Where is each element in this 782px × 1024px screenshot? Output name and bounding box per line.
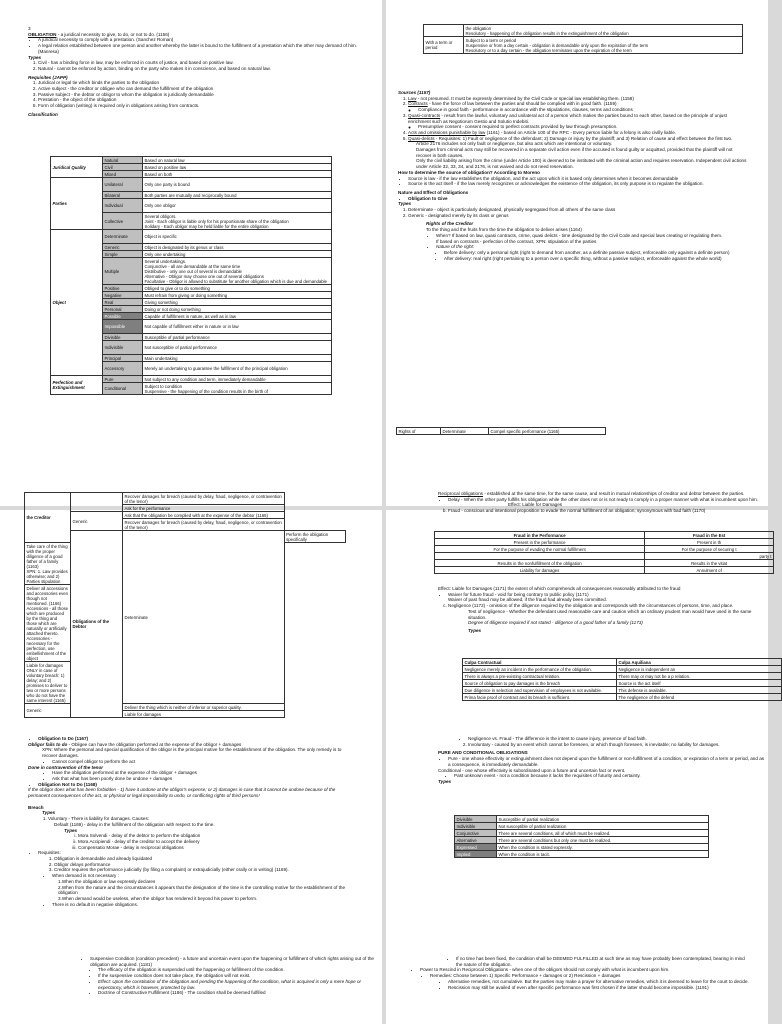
table-cell: Generic [71, 512, 123, 531]
waiver-text: • Waiver for future fraud - void for being contrary to public policy (1171) [448, 592, 766, 598]
table-row [51, 157, 332, 164]
table-row [435, 539, 774, 546]
table-row [25, 493, 346, 505]
test-negligence: Test of negligence - Whether the defendant used reasonable care and caution which an ordinary prudent man would have used in the same situation. [468, 608, 752, 620]
table-cell: Ask for the performance [123, 505, 285, 512]
requisite-item: 1. Juridical or legal tie which binds the parties to the obligation [38, 80, 358, 86]
table-row [455, 816, 709, 823]
table-row [455, 830, 709, 837]
table-cell: For the purpose of securing t [645, 546, 774, 553]
default-type-item: ii. Mora Accipiendi - delay of the creditor to accept the delivery [78, 839, 358, 845]
table-cell: The negligence of the defend [617, 694, 782, 701]
give-type-item: 1. Determinate - object is particularly designated, physically segregated from all others of the same class [408, 207, 748, 213]
not-necessary-item: 1.When the obligation or law expressly declares [58, 878, 156, 884]
table-cell: Due diligence in selection and supervision of employees is not available. [463, 687, 617, 694]
table-row [397, 428, 606, 435]
table-cell: Not subject to any condition and term, immediately demandable [143, 376, 332, 383]
obligation-bullet: • A legal relation established between one person and another whereby the latter is bound to the fulfillment of a prestation which the other may demand of him. (Manresa) [38, 43, 358, 54]
table-cell: Object is specific [143, 230, 332, 244]
waiver-sub: Waiver of past fraud may be allowed, if the fraud had already been committed. [448, 597, 607, 603]
row-group-label: Parties [51, 178, 103, 230]
table-cell: Giving something [143, 299, 332, 306]
table-cell: There are several conditions, all of which must be realized. [497, 830, 709, 837]
table-cell: Several obligors. Joint - Each obligor is liable only for his proportionate share of the obligation Solidary - Each obligor may be held liable for the entire obligation [143, 213, 332, 230]
table-cell: Indivisible [455, 823, 497, 830]
suspensive-subitem: • Doctrine of Constructive Fulfillment (1186) - The condition shall be deemed fulfilled [98, 990, 380, 996]
table-cell: Natural [103, 157, 143, 164]
table-cell: the obligation Resolutory - happening of the obligation results in the extinguishment of the obligation [464, 25, 743, 37]
source-term: Acts and omissions punishable by law [408, 129, 486, 135]
suspensive-subitem: • The efficacy of the obligation is suspended until the happening or fulfillment of the condition. [98, 967, 380, 973]
right-item: • After delivery: real right (right pertaining to a person over a specific thing, without a passive subject, enforceable against the whole world) [444, 256, 748, 262]
requisite-item: 3. Passive subject - the debtor or obligor to whom the obligation is juridically demandable [38, 92, 358, 98]
source-text: (1161) - based on Article 100 of the RPC - Every person liable for a felony is also civilly liable. [485, 129, 677, 135]
obligation-to-do: • Obligation to Do (1167) [38, 736, 358, 742]
right-item: • Before delivery: only a personal right (right to demand from another, as a definite passive subject, enforceable only against a definite person) [444, 250, 748, 256]
types-label: Types [438, 778, 452, 784]
breach-label: Breach [28, 804, 44, 810]
table-cell: Liable for damages ONLY in case of voluntary breach: 1) delay; and 2) promises to deliver to two or more persons who do not have the same interest (1165) [25, 662, 71, 704]
table-cell: Real [103, 299, 143, 306]
type-item: 1. Civil - has a binding force in law, may be enforced in courts of justice, and based on positive law. [38, 60, 358, 66]
obligation-definition: - a juridical necessity to give, to do, or not to do. (1156) [56, 31, 170, 37]
table-cell: Personal [103, 306, 143, 313]
table-cell: Individual [103, 199, 143, 213]
table-cell: Alternative [455, 837, 497, 844]
suspensive-subitem: • If the suspensive condition does not take place, the obligation will not exist. [98, 973, 380, 979]
table-cell: When the condition is stated expressly. [497, 844, 709, 851]
source-term: Law [408, 95, 417, 101]
table-row [51, 178, 332, 192]
page-bottom-right [386, 491, 772, 1024]
negligence-section [438, 586, 766, 634]
obligation-bullet: • A juridical necessity to comply with a prestation. (Sanchez Roman) [38, 37, 358, 43]
source-term: Quasi-contracts [408, 112, 441, 118]
table-row [435, 532, 774, 539]
table-cell: Deliver all accessions and accessories even though not mentioned. (1166) Accessions - all those which are produced by the thing and those which are naturally or artificially attached thereto. Accessories - necessary for the perfection, use embellishment of the object [25, 585, 71, 662]
table-cell: Recover damages for breach (caused by delay, fraud, negligence, or contravention of the tenor) [123, 493, 285, 505]
table-cell: Subject to condition Suspensive - the happening of the condition results in the birth of [143, 383, 332, 395]
table-cell: Collective [103, 213, 143, 230]
remedies-subitem: • Alternative remedies, not cumulative. But the parties may make a prayer for alternative remedies, which it is deemed to leave for the court to decide. [448, 979, 752, 985]
table-cell [435, 553, 645, 560]
table-cell: Simple [103, 251, 143, 258]
voluntary-text: Voluntary - There is liability for damages. Causes: [48, 816, 150, 822]
page-bottom-left [0, 493, 382, 1024]
table-cell: Impossible [103, 320, 143, 334]
table-cell: Pure [103, 376, 143, 383]
table-row [25, 531, 346, 543]
table-cell: Present in th [645, 539, 774, 546]
quasi-delict-note: Damages from criminal acts may still be recovered in a separate civil action even if the accused is found guilty or acquitted, provided that the plaintiff will not recover in both causes. [416, 147, 733, 158]
table-cell: Fraud in the Est [645, 532, 774, 539]
table-cell: Determinate [123, 531, 285, 704]
default-types-label: Types [64, 827, 78, 833]
rights-intro: To the thing and the fruits from the time the obligation to deliver arises (1164) [426, 227, 582, 233]
table-row [463, 673, 782, 680]
contravention-item: • Have the obligation performed at the expense of the obligor + damages [52, 770, 358, 776]
fails-label: Obligor fails to do [28, 741, 68, 747]
table-cell: Multiple [103, 258, 143, 285]
requisite-item: 2. Obligor delays performance [54, 862, 358, 868]
remedies-subitem: • Rescission may still be availed of even after specific performance was first chosen if the latter should become impossible. (1191) [448, 985, 752, 991]
nature-label: Nature and Effect of Obligations [398, 189, 469, 195]
pure-text: • Pure - one whose effectivity or extinguishment does not depend upon the fulfillment or non-fulfillment of a condition, or expiration of a term or period, and as a consequence, is immediately demandable. [448, 756, 766, 767]
rescind-item: • Power to Rescind in Reciprocal Obligations - when one of the obligors should not comply with what is incumbent upon him. [420, 967, 752, 973]
table-cell: Generic [103, 244, 143, 251]
table-cell: Conditional [103, 383, 143, 395]
row-group-label: Obligations of the Debtor [71, 531, 123, 718]
involuntary-text: 2. Involuntary - caused by an event which cannot be foreseen, or which though foreseen, is inevitable; no liability for damages. [468, 742, 766, 748]
rescission-section [402, 956, 752, 990]
table-cell: Positive [103, 285, 143, 292]
pure-conditional-heading: PURE AND CONDITIONAL OBLIGATIONS [438, 750, 528, 756]
table-cell: Several undertakings. Conjunctive - all are demandable at the same time Distributive - only one out of several is demandable Alternative - Obligor may choose one out of several obligations Facultative - Obligor is allowed to substitute for another obligation which is due and demandable [143, 258, 332, 285]
table-cell: Source of obligation to pay damages is the breach [463, 680, 617, 687]
table-cell: Only one undertaking [143, 251, 332, 258]
table-cell: Only one party is bound [143, 178, 332, 192]
not-to-do-text: If the obligor does what has been forbidden - 1) have it undone at the obligor's expense; or 2) damages in case that it cannot be undone because of the permanent consequences of the act, or physical or legal impossibility to undo, or conflicting rights of third persons! [28, 787, 336, 799]
table-cell: Must refrain from giving or doing something [143, 292, 332, 299]
give-type-item: 2. Generic - designated merely by its class or genus [408, 213, 748, 219]
table-cell: Based on natural law [143, 157, 332, 164]
term-table [423, 24, 743, 54]
table-cell: Based on both [143, 171, 332, 178]
table-row [435, 560, 774, 567]
page-top-left [0, 0, 382, 506]
xpn-text: XPN: Where the personal and special qualification of the obligor is the principal motive for the establishment of the obligation. The only remedy is to recover damages. [42, 747, 342, 759]
determine-item: • Source is the act itself - if the law merely recognizes or acknowledges the existence of the obligation, its only purpose is to regulate the obligation. [408, 181, 748, 187]
contravention-label: Done in contravention of the tenor [28, 764, 104, 770]
requisite-item: 2. Active subject - the creditor or obligee who can demand the fulfillment of the obligation [38, 86, 358, 92]
table-cell: Fraud in the Performance [435, 532, 645, 539]
quasi-delict-note: Only the civil liability arising from the crime (under Article 100) is deemed to be instituted with the criminal action and requires reservation. Independent civil actions under Article 32, 33, 34, and 2176, is not waived and do not need reservation. [416, 158, 747, 170]
conditional-text: Conditional - one whose effectivity is subordinated upon a future and uncertain fact or event. [438, 767, 626, 773]
table-row [424, 37, 743, 54]
culpa-table [462, 658, 782, 701]
pure-conditional-section [438, 736, 766, 785]
default-type-item: i. Mora Solvendi - delay of the debtor to perform the obligation [78, 833, 358, 839]
rights-contract-text: If based on contracts - perfection of the contract, XPN: stipulation of the parties [436, 238, 597, 244]
source-text: - result from the lawful, voluntary and unilateral act of a person which makes the parties bound to each other, based on the principle of unjust enrichment such as Negotiorum Gestio and Solutio Indebiti. [408, 112, 727, 124]
table-cell: Generic [25, 704, 71, 718]
sources-section [398, 90, 748, 261]
table-cell: Culpa Aquiliana [617, 659, 782, 666]
obligation-not-to-do: • Obligation Not to Do (1168) [38, 782, 358, 788]
quasi-delict-note: Article 2176 includes not only fault or negligence, but also acts which are intentional or voluntary. [416, 141, 613, 147]
table-row [463, 694, 782, 701]
default-type-item: iii. Compensatio Morae - delay in reciprocal obligations [78, 845, 358, 851]
table-cell: Object is designated by its genus or class [143, 244, 332, 251]
table-cell: Determinate [103, 230, 143, 244]
classification-label: Classification [28, 111, 58, 117]
determine-label: How to determine the source of obligation? According to Moreno [398, 169, 540, 175]
table-cell: Merely an undertaking to guarantee the fulfillment of the principal obligation [143, 362, 332, 376]
table-row [435, 567, 774, 574]
obligation-to-do-section [28, 736, 358, 907]
requisites-label: Requisites (JAPP) [28, 74, 68, 80]
rights-table [396, 427, 606, 435]
table-row [463, 680, 782, 687]
nature-of-right: • Nature of the right: [436, 244, 748, 250]
suspensive-condition-section [80, 956, 380, 996]
table-row [463, 659, 782, 666]
source-text: - not presumed. It must be expressly determined by the Civil Code or special law establishing them. (1158) [416, 95, 634, 101]
fraud-table [434, 531, 774, 574]
negligence-vs-fraud: • Negligence vs. Fraud - The difference is the intent to cause injury, presence of bad faith. [468, 736, 766, 742]
when-not-necessary: • When demand is not necessary : [52, 873, 358, 879]
source-text: - have the force of law between the parties and should be complied with in good faith. (1159) [427, 101, 617, 107]
table-cell: Susceptible of partial realization [497, 816, 709, 823]
table-cell: Determinate [441, 428, 489, 435]
table-cell: Culpa Contractual [463, 659, 617, 666]
table-cell: Divisible [103, 334, 143, 341]
table-row [435, 546, 774, 553]
types-label: Types [42, 810, 56, 816]
effect-liable: Effect: Liable for Damages [508, 502, 563, 508]
degree-text: Degree of diligence required if not stated - diligence of a good father of a family (1173) [468, 620, 643, 626]
table-cell: Indivisible [103, 341, 143, 355]
obligation-to-give: • Obligation to Give [408, 196, 748, 202]
table-cell: Both parties are mutually and reciprocally bound [143, 192, 332, 199]
default-text: Default (1169) - delay in the fulfillment of the obligation with respect to the time. [54, 821, 215, 827]
table-row [455, 844, 709, 851]
table-cell: Compel specific performance (1165) [489, 428, 606, 435]
determine-item: • Source is law - if the law establishes the obligation, and the act upon which it is based only determines when it becomes demandable [408, 176, 748, 182]
table-row [455, 837, 709, 844]
table-cell [424, 25, 464, 37]
types-label: Types [28, 54, 42, 60]
table-cell: Ask that the obligation be complied with at the expense of the debtor (1165) [123, 512, 285, 519]
sources-label: Sources (1157) [398, 90, 431, 95]
suspensive-subitem: • Effect: Upon the constitution of the obligation and pending the happening of the condition, what is acquired is only a mere hope or expectancy, which is however, protected by law. [98, 979, 380, 990]
table-cell: Not capable of fulfillment either in nature or in law [143, 320, 332, 334]
table-cell: Unilateral [103, 178, 143, 192]
requisite-item: 1. Obligation is demandable and already liquidated [54, 856, 358, 862]
table-cell: Mixed [103, 171, 143, 178]
table-cell: Civil [103, 164, 143, 171]
table-cell: Obliged to give or to do something [143, 285, 332, 292]
condition-types-table [454, 815, 709, 858]
table-cell: Deliver the thing which is neither of inferior or superior quality. [123, 704, 285, 711]
table-cell: Accessory [103, 362, 143, 376]
table-row [455, 851, 709, 858]
table-row [463, 666, 782, 673]
reciprocal-label: Reciprocal obligations [438, 491, 483, 496]
table-cell: Capable of fulfillment in nature, as well as in law [143, 313, 332, 320]
table-cell: Perform the obligation specifically [284, 531, 345, 543]
rights-when [436, 233, 748, 244]
source-term: Quasi-delicts [408, 135, 435, 141]
not-necessary-item: 2.When from the nature and the circumstances it appears that the designation of the time is the controlling motive for the establishment of the obligation [58, 884, 346, 896]
table-cell: Doing or not doing something [143, 306, 332, 313]
effect-fraud: Effect: Liable for Damages (1171) the extent of which comprehends all consequences reasonably attributed to the fraud [438, 586, 681, 591]
table-cell: Only one obligor [143, 199, 332, 213]
page-top-right [386, 0, 768, 506]
table-cell: With a term or period [424, 37, 464, 54]
no-default: • There is no default in negative obligations. [52, 902, 358, 908]
requisite-item: 3. Creditor requires the performance judicially (by filing a complaint) or extrajudicially (either orally or in writing) (1169). [54, 867, 358, 873]
row-group-label: Perfection and Extinguishment [51, 376, 103, 395]
table-cell: There is always a pre-existing contractual relation. [463, 673, 617, 680]
table-cell: Expressed [455, 844, 497, 851]
table-cell: Main undertaking [143, 355, 332, 362]
table-cell: Annulment of [645, 567, 774, 574]
table-cell: Not susceptible of partial realization [497, 823, 709, 830]
table-cell: Source is the act itself [617, 680, 782, 687]
table-cell: Negative [103, 292, 143, 299]
table-row [435, 553, 774, 560]
table-cell: Negligence is independent an [617, 666, 782, 673]
fails-text: - Obligee can have the obligation performed at the expense of the obligor + damages [67, 741, 242, 747]
type-item: 2. Natural - cannot be enforced by action, binding on the party who makes it in conscience, and based on natural law. [38, 66, 358, 72]
table-row [25, 512, 346, 519]
source-term: Contracts [408, 101, 428, 107]
table-cell: Divisible [455, 816, 497, 823]
table-cell: Implied [455, 851, 497, 858]
table-cell: There may or may not be a p relation. [617, 673, 782, 680]
types-label: Types [468, 627, 482, 633]
table-cell [71, 493, 123, 512]
table-cell: party t [645, 553, 774, 560]
source-item [408, 113, 748, 130]
table-cell: Present in the performance [435, 539, 645, 546]
delay-text: • Delay - When the other party fulfills his obligation while the other does not or is not ready to comply in a proper manner with what is incumbent upon him. [448, 497, 768, 503]
table-row [51, 230, 332, 244]
reciprocal-section [438, 491, 768, 514]
not-necessary-item: 3.When demand would be useless, when the obligor has rendered it beyond his power to perform. [58, 895, 258, 901]
table-cell: Results in the nonfulfillment of the obligation [435, 560, 645, 567]
table-cell: For the purpose of evading the normal fulfillment [435, 546, 645, 553]
table-cell: Recover damages for breach (caused by delay, fraud, negligence, or contravention of the tenor) [123, 519, 285, 531]
table-cell: Conjunctive [455, 830, 497, 837]
contravention-item: • Ask that what has been poorly done be undone + damages [52, 776, 358, 782]
requisites-label: • Requisites: [38, 850, 358, 856]
table-row [455, 823, 709, 830]
voluntary-item [48, 816, 358, 850]
suspensive-item: • Suspensive Condition (condition precedent) - a future and uncertain event upon the happening or fulfillment of which rights arising out of the obligation are acquired. (1181) [90, 956, 380, 967]
table-cell: Possible [103, 313, 143, 320]
obligation-heading: OBLIGATION [28, 31, 57, 37]
source-item [408, 101, 748, 112]
table-cell: Susceptible of partial performance [143, 334, 332, 341]
row-group-label: Juridical Quality [51, 157, 103, 178]
table-cell: Bilateral [103, 192, 143, 199]
fulfilled-item: • If no time has been fixed, the condition shall be DEEMED FULFILLED at such time as may have probably been contemplated, bearing in mind the nature of the obligation. [456, 956, 752, 967]
table-cell: Based on positive law [143, 164, 332, 171]
cannot-compel: • Cannot compel obligor to perform the act [52, 759, 358, 765]
requisite-item: 4. Prestation - the object of the obligation [38, 97, 358, 103]
table-row [424, 25, 743, 37]
table-cell: This defense is available. [617, 687, 782, 694]
table-cell: Prima facie proof of contract and its breach is sufficient. [463, 694, 617, 701]
row-group-label: Object [51, 230, 103, 376]
creditor-debtor-table [24, 492, 346, 718]
past-unknown: • Past unknown event - not a condition because it lacks the requisites of futurity and certainty. [454, 773, 766, 779]
table-cell: Take care of the thing with the proper diligence of a good father of a family (1163) XPN: 1. Law provides otherwise; and 2) Parties stipulation [25, 543, 71, 585]
obligation-section [28, 26, 358, 118]
remedies-item: • Remedies: Choose between 1) Specific Performance + damages or 2) Rescission + damages [430, 973, 752, 979]
negligence-text: c. Negligence (1172) - omission of the diligence required by the obligation and corresponds with the circumstances of persons, time, and place. [448, 603, 766, 609]
table-cell: There are several conditions but only one must be realized. [497, 837, 709, 844]
row-group-label: the Creditor [25, 493, 71, 543]
table-cell: Not susceptible of partial performance [143, 341, 332, 355]
source-subitem: ◦ Compliance in good faith - performance in accordance with the stipulations, clauses, terms and conditions [418, 107, 748, 113]
table-cell: When the condition is tacit. [497, 851, 709, 858]
source-item [408, 136, 748, 170]
rights-label: Rights of the Creditor [426, 221, 474, 227]
table-row [463, 687, 782, 694]
table-cell: Negligence merely an incident in the performance of the obligation. [463, 666, 617, 673]
table-row [51, 376, 332, 383]
rights-when-text: When? If based on law, quasi contracts, crime, quasi delicts - time designated by the Civil Code and special laws creating or regulating them. [436, 232, 723, 238]
table-cell: Subject to a term or period Suspensive or from a day certain - obligation is demandable only upon the expiration of the term Resolutory or to a day certain - the obligation terminates upon the expiration of the term [464, 37, 743, 54]
page-number: 3 [28, 26, 31, 31]
classification-table [50, 156, 332, 395]
table-cell: Liability for damages [435, 567, 645, 574]
reciprocal-text: - established at the same time, for the same cause, and result in mutual relationships of creditor and debtor between the parties. [482, 491, 745, 496]
fraud-text: b. Fraud - conscious and intentional proposition to evade the normal fulfillment of an obligation; synonymous with bad faith (1170) [448, 508, 768, 514]
table-cell: Results in the vitiat [645, 560, 774, 567]
requisite-item: 5. Form of obligation (writing) is required only in obligations arising from contracts. [38, 103, 358, 109]
table-cell: Liable for damages [123, 711, 285, 718]
table-cell: Principal [103, 355, 143, 362]
table-cell: Rights of [397, 428, 441, 435]
source-subitem: ◦ Presumptive consent - consent required to perfect contracts provided by law through presumption. [418, 124, 748, 130]
source-text: - Requisites: 1) Fault or negligence of the defendant; 2) Damage or injury by the plaintiff; and 3) Relation of cause and effect between the first two. [434, 135, 733, 141]
types-label: Types [398, 201, 412, 207]
